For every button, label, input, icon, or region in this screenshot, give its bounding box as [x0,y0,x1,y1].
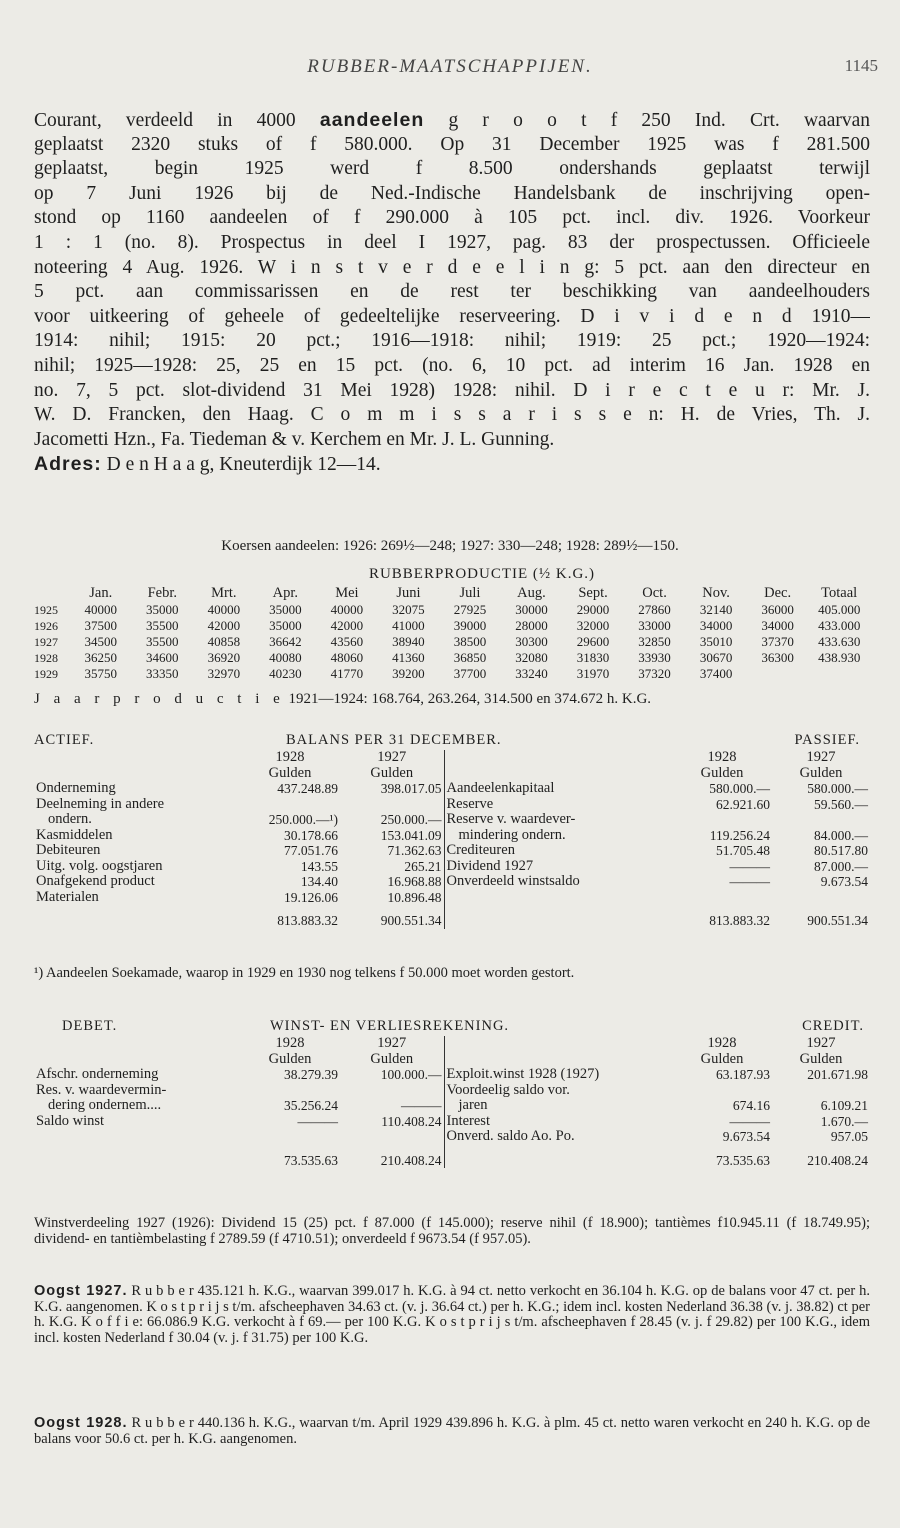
production-value: 36850 [453,650,487,665]
production-value: 41000 [392,618,425,633]
production-value: 34000 [761,618,794,633]
total-value: 210.408.24 [380,1152,442,1168]
production-value: 40858 [207,634,241,649]
value: 59.560.— [814,796,868,812]
pl-title-row [34,1016,870,1036]
production-value: 35500 [146,618,179,633]
balance-row [34,781,870,797]
text-line: W. D. Francken, den Haag. C o m m i s s a r i s s e n: H. de Vries, Th. J. [34,404,870,426]
production-section [34,564,870,710]
pl-year-row [34,1036,870,1052]
month-header: Mrt. [211,585,237,601]
footnote: ¹) Aandeelen Soekamade, waarop in 1929 en 1930 nog telkens f 50.000 moet worden gestort. [34,965,575,981]
asset-label: ondern. [48,812,92,827]
value: 38.279.39 [284,1067,338,1082]
production-value: 35500 [146,634,179,649]
production-value: 35010 [699,634,733,649]
asset-label: Kasmiddelen [36,827,113,843]
production-value: 39200 [392,666,425,681]
balance-heading: BALANS PER 31 DECEMBER. [286,732,502,748]
value: 9.673.54 [820,874,868,889]
unit-label: Gulden [370,1051,414,1067]
balance-row [34,859,870,875]
production-value [747,666,809,682]
production-value: 33930 [638,650,671,665]
text-line: geplaatst 2320 stuks of f 580.000. Op 31 December 1925 was f 281.500 [34,133,870,155]
production-value: 30000 [515,602,548,617]
production-value: 27860 [638,602,671,617]
production-value: 35000 [269,618,302,633]
production-value: 37320 [638,666,671,681]
production-year: 1928 [34,651,58,665]
address-line [34,452,870,477]
debet-heading: DEBET. [62,1018,118,1034]
balance-row [34,828,870,844]
month-header: Dec. [764,585,792,601]
production-value: 36920 [207,650,241,665]
production-value: 48060 [330,650,364,665]
balance-table [34,750,870,929]
pl-row [34,1114,870,1130]
total-value: 73.535.63 [716,1152,770,1168]
running-title: RUBBER-MAATSCHAPPIJEN. [307,56,593,77]
page-number: 1145 [844,56,878,75]
asset-label: Uitg. volg. oogstjaren [36,858,163,874]
unit-label: Gulden [700,765,744,781]
value: 16.968.88 [387,874,442,889]
production-table [34,584,870,682]
month-header: Juli [459,585,481,601]
value: 63.187.93 [716,1067,770,1082]
value: 437.248.89 [277,781,338,796]
value: 35.256.24 [284,1098,338,1113]
production-value: 40230 [269,666,302,681]
production-value: 32000 [576,618,610,633]
month-header: Mei [335,585,359,601]
text-line: 5 pct. aan commissarissen en de rest ter beschikking van aandeelhouders [34,281,870,303]
balance-total-row [34,905,870,929]
production-year: 1927 [34,635,58,649]
production-value: 29600 [576,634,610,649]
value: 957.05 [830,1129,868,1144]
text-run: Courant, verdeeld in 4000 [34,110,320,131]
value: 6.109.21 [820,1098,868,1113]
value: 153.041.09 [380,827,442,843]
month-header: Nov. [702,585,730,601]
value: 201.671.98 [807,1067,868,1082]
value: ——— [401,1098,442,1113]
text-line: no. 7, 5 pct. slot-dividend 31 Mei 1928) 1928: nihil. D i r e c t e u r: Mr. J. [34,379,870,401]
liability-label: Aandeelenkapitaal [444,781,672,797]
balance-year-row [34,750,870,766]
asset-label: Debiteuren [36,843,101,858]
pl-heading: WINST- EN VERLIESREKENING. [270,1018,510,1034]
unit-label: Gulden [370,765,414,781]
production-value: 32970 [207,666,241,681]
liability-label: Reserve v. waardever- [444,812,672,828]
total-value: 210.408.24 [807,1152,868,1168]
harvest-1928 [34,1416,870,1447]
production-value: 433.000 [818,618,861,633]
production-value: 32850 [638,634,671,649]
unit-label: Gulden [799,765,843,781]
production-value: 30300 [515,634,548,649]
credit-label: Onverd. saldo Ao. Po. [444,1129,672,1145]
harvest-label: Oogst 1928. [34,1415,128,1431]
value: 19.126.06 [284,889,338,905]
production-value: 39000 [453,618,487,633]
production-value: 35750 [84,666,118,681]
production-value: 36250 [84,650,118,665]
value: 250.000.— [380,812,442,827]
text-run: g r o o t f 250 Ind. Crt. waarvan [424,110,870,131]
total-value: 813.883.32 [277,913,338,928]
production-row [34,602,870,618]
debit-label: Saldo winst [36,1113,105,1129]
year-label: 1928 [707,750,737,765]
year-label: 1927 [377,1036,407,1051]
production-value: 35000 [146,602,179,617]
production-value: 40000 [330,602,364,617]
company-description [34,108,870,477]
text-line: stond op 1160 aandeelen of f 290.000 à 105 pct. incl. div. 1926. Voorkeur [34,207,870,229]
text-line: noteering 4 Aug. 1926. W i n s t v e r d e e l i n g: 5 pct. aan den directeur en [34,256,870,278]
year-label: 1928 [707,1036,737,1051]
production-value: 31830 [576,650,610,665]
production-value: 405.000 [818,602,861,617]
balance-title-row [34,730,870,750]
production-value: 41360 [392,650,425,665]
month-header: Oct. [642,585,667,601]
text-line: 1914: nihil; 1915: 20 pct.; 1916—1918: nihil; 1919: 25 pct.; 1920—1924: [34,330,870,352]
text-line: 1 : 1 (no. 8). Prospectus in deel I 1927, pag. 83 der prospectussen. Officieele [34,231,870,253]
production-header-row [34,584,870,602]
credit-heading: CREDIT. [802,1018,864,1034]
year-label: 1928 [275,1036,305,1051]
value: 30.178.66 [284,827,338,843]
value: 265.21 [404,858,442,874]
value: 71.362.63 [387,843,442,858]
month-header: Sept. [578,585,608,601]
month-header: Febr. [147,585,177,601]
profit-loss-account [34,1016,870,1168]
year-label: 1927 [377,750,407,765]
annual-production-values: 1921—1924: 168.764, 263.264, 314.500 en 374.672 h. K.G. [288,691,652,707]
month-header: Jan. [89,585,113,601]
asset-label: Onderneming [36,781,116,796]
balance-row [34,843,870,859]
production-value: 32140 [699,602,733,617]
value: 84.000.— [814,827,868,843]
liability-label: Onverdeeld winstsaldo [444,874,672,890]
month-header: Juni [396,585,421,601]
production-value: 32080 [515,650,548,665]
production-value: 38500 [453,634,487,649]
production-value: 40000 [84,602,118,617]
total-value: 73.535.63 [284,1152,338,1168]
balance-row [34,890,870,906]
text-line: nihil; 1925—1928: 25, 25 en 15 pct. (no. 6, 10 pct. ad interim 16 Jan. 1928 en [34,354,870,376]
value: 51.705.48 [716,843,770,858]
pl-row [34,1067,870,1083]
value: 250.000.—¹) [268,812,338,827]
production-value: 36000 [761,602,794,617]
production-value: 36300 [761,650,794,665]
text-line: Jacometti Hzn., Fa. Tiedeman & v. Kerchem en Mr. J. L. Gunning. [34,428,555,450]
production-year: 1929 [34,667,58,681]
production-value: 34000 [699,618,733,633]
asset-label: Deelneming in andere [36,796,165,812]
production-value: 33350 [146,666,179,681]
actief-heading: ACTIEF. [34,732,95,748]
total-value: 813.883.32 [709,913,770,928]
harvest-1927 [34,1284,870,1346]
harvest-text: R u b b e r 435.121 h. K.G., waarvan 399.017 h. K.G. à 94 ct. netto verkocht en 36.104 h. K.G. op de balans voor 47 ct. per h. K.G. aangenomen. K o s t p r i j s t/m. afscheephaven 34.63 ct. (v. j. 36.64 ct.) per h. K.G.; idem incl. kosten Nederland 36.38 (v. j. 38.82) ct per h. K.G. K o f f i e: 66.086.9 K.G. verkocht à f 69.— per 100 K.G. K o s t p r i j s t/m. afscheephaven f 28.45 (v. j. f 29.82) per 100 K.G., idem incl. kosten Nederland f 30.04 (v. j. f 31.75) per 100 K.G. [34,1283,871,1346]
value: ——— [729,1113,770,1129]
text-line: voor uitkeering of geheele of gedeeltelijke reserveering. D i v i d e n d 1910— [34,305,870,327]
debit-label: Afschr. onderneming [36,1067,159,1082]
production-value: 29000 [576,602,610,617]
balance-row [34,797,870,813]
production-value: 32075 [392,602,425,617]
production-value: 433.630 [818,634,861,649]
production-value: 34500 [84,634,118,649]
total-value: 900.551.34 [807,913,868,928]
unit-label: Gulden [799,1051,843,1067]
text-line: geplaatst, begin 1925 werd f 8.500 ondershands geplaatst terwijl [34,158,870,180]
profit-distribution-text: Winstverdeeling 1927 (1926): Dividend 15 (25) pct. f 87.000 (f 145.000); reserve nihil (f 18.900); tantièmes f10.945.11 (f 18.749.95); dividend- en tantièmbelasting f 2789.59 (f 4710.51); onverdeeld f 9673.54 (f 957.05). [34,1215,870,1247]
value: 580.000.— [807,781,868,796]
value: 80.517.80 [814,843,868,858]
value: 9.673.54 [722,1129,770,1144]
asset-label: Onafgekend product [36,874,155,889]
year-label: 1927 [806,750,836,765]
production-value: 31970 [576,666,610,681]
pl-row [34,1098,870,1114]
pl-table [34,1036,870,1168]
page-header [0,56,900,86]
liability-label: Crediteuren [444,843,672,859]
pl-row [34,1129,870,1145]
production-value: 43560 [330,634,364,649]
debit-label: dering ondernem.... [48,1098,162,1113]
address-label: Adres: [34,453,102,476]
production-value: 36642 [269,634,302,649]
value: 580.000.— [709,781,770,796]
production-value: 37500 [84,618,118,633]
value: ——— [729,858,770,874]
production-row [34,634,870,650]
year-header [34,584,70,602]
production-title: RUBBERPRODUCTIE (½ K.G.) [368,566,596,582]
credit-label: jaren [444,1098,672,1114]
asset-label: Materialen [36,889,99,905]
production-row [34,618,870,634]
balance-unit-row [34,766,870,782]
value: 110.408.24 [381,1113,442,1129]
production-value: 42000 [207,618,241,633]
annual-production-label: J a a r p r o d u c t i e [34,691,285,707]
production-value: 41770 [330,666,364,681]
production-value: 33000 [638,618,671,633]
text-line [34,108,870,133]
debit-label: Res. v. waardevermin- [36,1082,167,1098]
value: 674.16 [732,1098,770,1113]
unit-label: Gulden [268,765,312,781]
bold-term: aandeelen [319,109,425,131]
production-value: 35000 [269,602,302,617]
credit-label: Interest [444,1114,672,1130]
production-value: 40080 [269,650,302,665]
month-header: Apr. [272,585,299,601]
value: ——— [729,874,770,889]
production-value: 438.930 [818,650,861,665]
credit-label: Voordeelig saldo vor. [444,1083,672,1099]
production-row [34,666,870,682]
value: 62.921.60 [716,796,770,812]
value: 398.017.05 [380,781,442,796]
production-body [34,602,870,682]
production-year: 1925 [34,603,58,617]
production-row [34,650,870,666]
liability-label: Dividend 1927 [444,859,672,875]
pl-total-row [34,1145,870,1169]
production-value: 37700 [453,666,487,681]
production-value: 37370 [761,634,794,649]
production-value: 42000 [330,618,364,633]
value: 100.000.— [380,1067,442,1082]
production-value: 28000 [515,618,548,633]
balance-sheet [34,730,870,929]
year-label: 1928 [275,750,305,765]
address-value: D e n H a a g, Kneuterdijk 12—14. [101,454,381,476]
harvest-text: R u b b e r 440.136 h. K.G., waarvan t/m. April 1929 439.896 h. K.G. à plm. 45 ct. netto waren verkocht en 240 h. K.G. op de balans voor 50.6 ct. per h. K.G. aangenomen. [34,1415,871,1447]
value: ——— [297,1113,338,1129]
balance-row [34,812,870,828]
pl-unit-row [34,1052,870,1068]
liability-label: Reserve [444,797,672,813]
value: 143.55 [300,858,338,874]
passief-heading: PASSIEF. [794,732,860,748]
production-value: 33240 [515,666,548,681]
production-year: 1926 [34,619,58,633]
balance-row [34,874,870,890]
total-value: 900.551.34 [380,913,442,928]
production-value: 27925 [453,602,487,617]
value: 10.896.48 [387,889,442,905]
value: 77.051.76 [284,843,338,858]
production-value: 30670 [699,650,733,665]
production-value: 38940 [392,634,425,649]
pl-row [34,1083,870,1099]
production-value: 40000 [207,602,241,617]
value: 87.000.— [814,858,868,874]
production-value [808,666,870,682]
liability-label: mindering ondern. [444,828,672,844]
value: 1.670.— [820,1113,868,1129]
credit-label: Exploit.winst 1928 (1927) [444,1067,672,1083]
profit-distribution [34,1216,870,1247]
month-header: Aug. [517,585,546,601]
unit-label: Gulden [268,1051,312,1067]
unit-label: Gulden [700,1051,744,1067]
value: 134.40 [300,874,338,889]
value: 119.256.24 [709,827,770,843]
annual-production [34,688,870,710]
production-value: 34600 [146,650,179,665]
production-value: 37400 [699,666,733,681]
text-line: op 7 Juni 1926 bij de Ned.-Indische Handelsbank de inschrijving open- [34,182,870,204]
month-header: Totaal [821,585,858,601]
share-prices: Koersen aandeelen: 1926: 269½—248; 1927: 330—248; 1928: 289½—150. [221,538,679,554]
harvest-label: Oogst 1927. [34,1283,128,1299]
year-label: 1927 [806,1036,836,1051]
